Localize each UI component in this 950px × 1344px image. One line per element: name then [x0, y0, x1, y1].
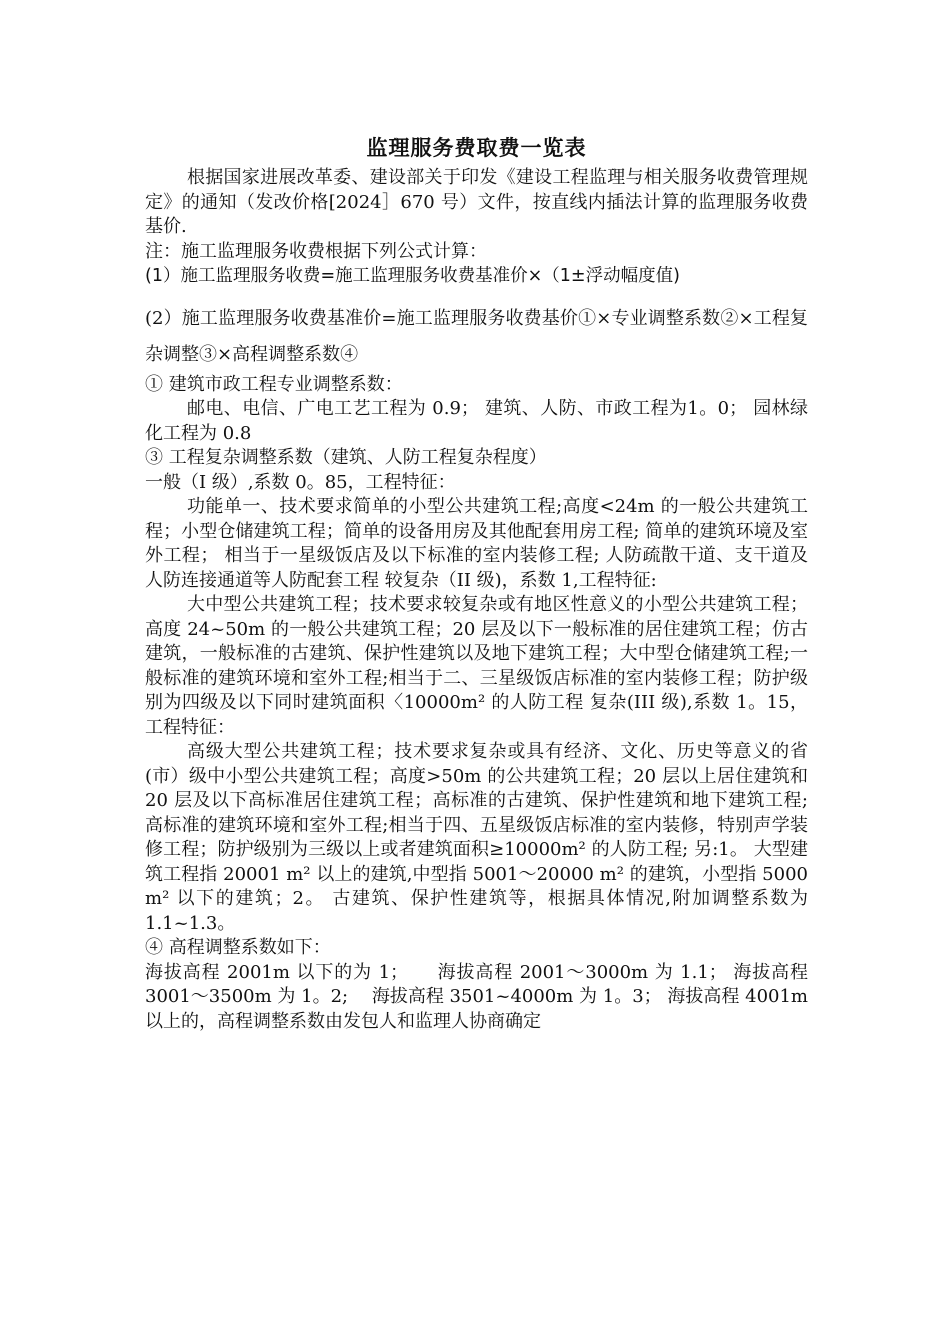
section-1-heading: ① 建筑市政工程专业调整系数： [145, 373, 403, 395]
level-1-body: 功能单一、技术要求简单的小型公共建筑工程;高度<24m 的一般公共建筑工程；小型仓储建筑工程；简单的设备用房及其他配套用房工程; 简单的建筑环境及室外工程； 相当于一星级饭店及以下标准的室内装修工程; 人防疏散干道、支干道及人防连接通道等人防配套工程 较复杂（II 级)，系数 1,工程特征: [145, 496, 808, 591]
formula-2: (2）施工监理服务收费基准价=施工监理服务收费基价①×专业调整系数②×工程复杂调整③×高程调整系数④ [145, 307, 808, 365]
section-4-body: 海拔高程 2001m 以下的为 1； 海拔高程 2001～3000m 为 1.1； 海拔高程 3001～3500m 为 1。2; 海拔高程 3501~4000m 为 1。3； 海拔高程 4001m 以上的，高程调整系数由发包人和监理人协商确定 [145, 961, 808, 1032]
intro-paragraph: 根据国家进展改革委、建设部关于印发《建设工程监理与相关服务收费管理规定》的通知（发改价格[2024］670 号）文件，按直线内插法计算的监理服务收费基价. [145, 167, 808, 237]
section-4-heading: ④ 高程调整系数如下： [145, 937, 331, 958]
section-1-body: 邮电、电信、广电工艺工程为 0.9； 建筑、人防、市政工程为1。0； 园林绿化工程为 0.8 [145, 398, 808, 444]
level-2-body: 大中型公共建筑工程；技术要求较复杂或有地区性意义的小型公共建筑工程；高度 24~50m 的一般公共建筑工程；20 层及以下一般标准的居住建筑工程；仿古建筑，一般标准的古建筑、保护性建筑以及地下建筑工程；大中型仓储建筑工程;一般标准的建筑环境和室外工程;相当于二、三星级饭店标准的室内装修工程；防护级别为四级及以下同时建筑面积〈10000m² 的人防工程 复杂(III 级),系数 1。15，工程特征： [145, 594, 808, 738]
level-1-heading: 一般（I 级）,系数 0。85，工程特征： [145, 471, 456, 493]
section-3-heading: ③ 工程复杂调整系数（建筑、人防工程复杂程度） [145, 447, 547, 468]
note-heading: 注：施工监理服务收费根据下列公式计算： [145, 240, 487, 262]
level-3-body: 高级大型公共建筑工程；技术要求复杂或具有经济、文化、历史等意义的省(市）级中小型公共建筑工程；高度>50m 的公共建筑工程；20 层以上居住建筑和 20 层及以下高标准居住建筑工程；高标准的古建筑、保护性建筑和地下建筑工程;高标准的建筑环境和室外工程;相当于四、五星级饭店标准的室内装修，特别声学装修工程；防护级别为三级以上或者建筑面积≥10000m² 的人防工程; 另:1。 大型建筑工程指 20001 m² 以上的建筑,中型指 5001～20000 m² 的建筑，小型指 5000 m² 以下的建筑；2。 古建筑、保护性建筑等，根据具体情况,附加调整系数为 1.1~1.3。 [145, 741, 808, 934]
document-page [145, 128, 808, 1034]
document-title: 监理服务费取费一览表 [366, 135, 587, 160]
formula-1: (1）施工监理服务收费=施工监理服务收费基准价×（1±浮动幅度值) [145, 266, 680, 286]
